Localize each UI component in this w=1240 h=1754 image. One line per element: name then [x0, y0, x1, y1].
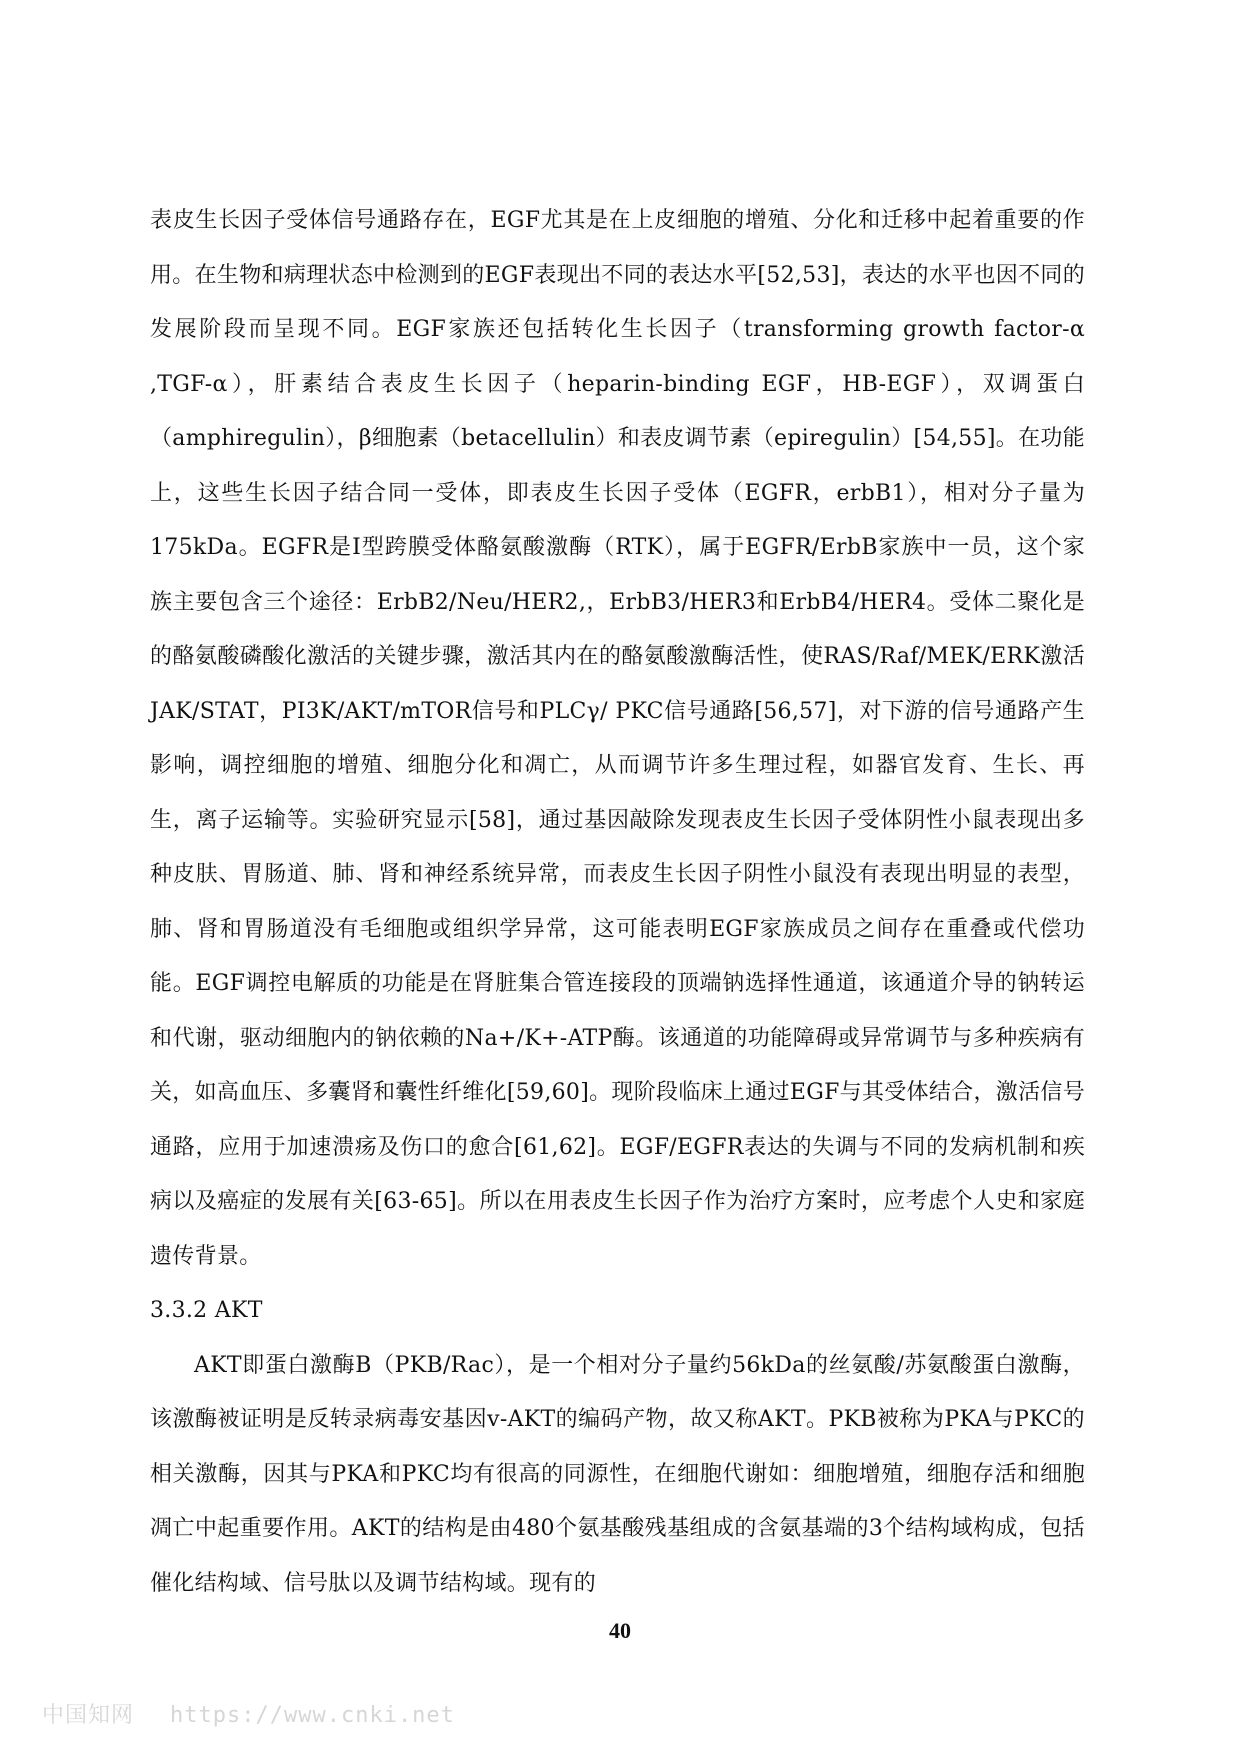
- section-heading-akt: 3.3.2 AKT: [150, 1298, 263, 1323]
- page-number: 40: [609, 1618, 631, 1643]
- cnki-watermark: [42, 1698, 455, 1729]
- page-body: [150, 194, 1085, 1611]
- body-paragraph-akt: AKT即蛋白激酶B（PKB/Rac），是一个相对分子量约56kDa的丝氨酸/苏氨酸蛋白激酶，该激酶被证明是反转录病毒安基因v-AKT的编码产物，故又称AKT。PKB被称为PKA与PKC的相关激酶，因其与PKA和PKC均有很高的同源性，在细胞代谢如：细胞增殖，细胞存活和细胞凋亡中起重要作用。AKT的结构是由480个氨基酸残基组成的含氨基端的3个结构域构成，包括催化结构域、信号肽以及调节结构域。现有的: [150, 1352, 1085, 1596]
- body-paragraph-egf: 表皮生长因子受体信号通路存在，EGF尤其是在上皮细胞的增殖、分化和迁移中起着重要的作用。在生物和病理状态中检测到的EGF表现出不同的表达水平[52,53]，表达的水平也因不同的发展阶段而呈现不同。EGF家族还包括转化生长因子（transforming growth factor-α ,TGF-α），肝素结合表皮生长因子（heparin-binding EGF，HB-EGF），双调蛋白（amphiregulin），β细胞素（betacellulin）和表皮调节素（epiregulin）[54,55]。在功能上，这些生长因子结合同一受体，即表皮生长因子受体（EGFR，erbB1），相对分子量为175kDa。EGFR是I型跨膜受体酪氨酸激酶（RTK），属于EGFR/ErbB家族中一员，这个家族主要包含三个途径：ErbB2/Neu/HER2,，ErbB3/HER3和ErbB4/HER4。受体二聚化是的酪氨酸磷酸化激活的关键步骤，激活其内在的酪氨酸激酶活性，使RAS/Raf/MEK/ERK激活JAK/STAT，PI3K/AKT/mTOR信号和PLCγ/ PKC信号通路[56,57]，对下游的信号通路产生影响，调控细胞的增殖、细胞分化和凋亡，从而调节许多生理过程，如器官发育、生长、再生，离子运输等。实验研究显示[58]，通过基因敲除发现表皮生长因子受体阴性小鼠表现出多种皮肤、胃肠道、肺、肾和神经系统异常，而表皮生长因子阴性小鼠没有表现出明显的表型，肺、肾和胃肠道没有毛细胞或组织学异常，这可能表明EGF家族成员之间存在重叠或代偿功能。EGF调控电解质的功能是在肾脏集合管连接段的顶端钠选择性通道，该通道介导的钠转运和代谢，驱动细胞内的钠依赖的Na+/K+-ATP酶。该通道的功能障碍或异常调节与多种疾病有关，如高血压、多囊肾和囊性纤维化[59,60]。现阶段临床上通过EGF与其受体结合，激活信号通路，应用于加速溃疡及伤口的愈合[61,62]。EGF/EGFR表达的失调与不同的发病机制和疾病以及癌症的发展有关[63-65]。所以在用表皮生长因子作为治疗方案时，应考虑个人史和家庭遗传背景。: [150, 208, 1085, 1269]
- watermark-url: https://www.cnki.net: [170, 1703, 455, 1728]
- watermark-logo: 中国知网: [42, 1703, 135, 1728]
